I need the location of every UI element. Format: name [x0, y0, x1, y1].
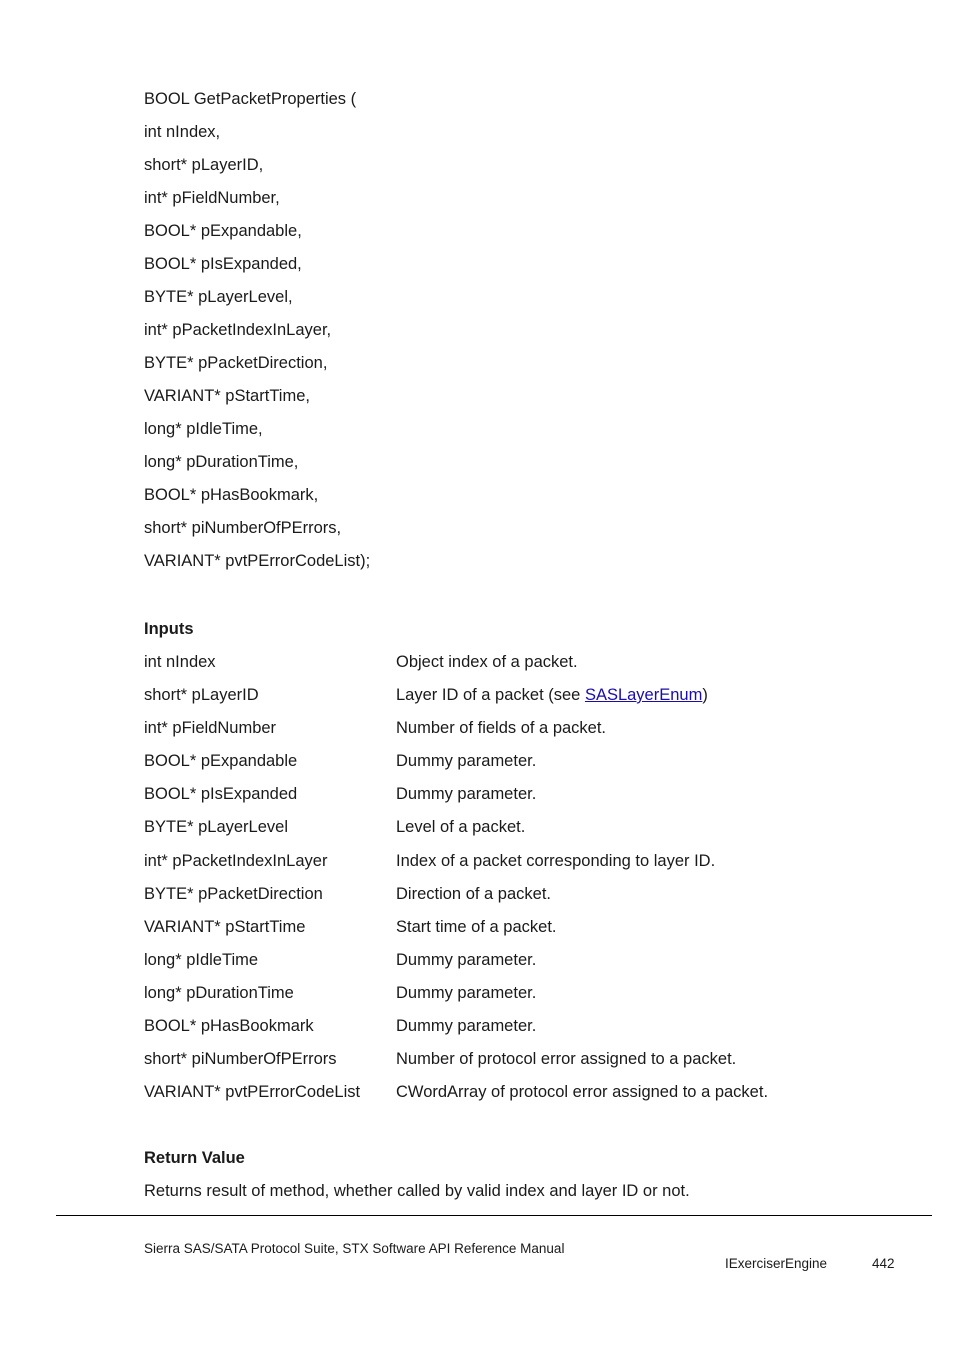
input-row — [144, 879, 768, 912]
method-signature — [144, 84, 370, 579]
return-value-heading: Return Value — [144, 1149, 245, 1167]
parameter-description: Number of fields of a packet. — [396, 719, 607, 738]
signature-line: BYTE* pPacketDirection, — [144, 354, 328, 372]
parameter-name: BYTE* pLayerLevel — [144, 818, 288, 837]
parameter-name: BYTE* pPacketDirection — [144, 884, 323, 903]
parameter-description: Level of a packet. — [396, 818, 526, 837]
signature-line: BOOL* pHasBookmark, — [144, 486, 319, 504]
description-text: Layer ID of a packet (see — [396, 686, 585, 705]
sas-layer-enum-link[interactable]: SASLayerEnum — [584, 686, 703, 705]
signature-line: BYTE* pLayerLevel, — [144, 288, 293, 306]
footer-page-number: 442 — [872, 1256, 895, 1271]
description-text: ) — [702, 686, 708, 705]
parameter-description: Start time of a packet. — [396, 917, 557, 936]
signature-line: long* pDurationTime, — [144, 453, 299, 471]
parameter-description — [396, 680, 708, 713]
parameter-description: Dummy parameter. — [396, 785, 537, 804]
inputs-heading: Inputs — [144, 620, 194, 638]
input-row — [144, 713, 768, 746]
signature-line: int nIndex, — [144, 123, 221, 141]
parameter-description: Index of a packet corresponding to layer ID. — [396, 851, 716, 870]
parameter-name: long* pDurationTime — [144, 983, 294, 1002]
signature-line: short* pLayerID, — [144, 156, 264, 174]
signature-line: BOOL* pExpandable, — [144, 222, 302, 240]
signature-line: BOOL GetPacketProperties ( — [144, 90, 357, 108]
input-row — [144, 945, 768, 978]
parameter-name: short* pLayerID — [144, 686, 259, 705]
input-row — [144, 1077, 768, 1110]
signature-line: int* pFieldNumber, — [144, 189, 280, 207]
inputs-table — [144, 647, 768, 1110]
input-row — [144, 978, 768, 1011]
parameter-name: BOOL* pIsExpanded — [144, 785, 298, 804]
footer-divider — [56, 1215, 932, 1216]
parameter-description: Number of protocol error assigned to a packet. — [396, 1050, 737, 1069]
signature-line: int* pPacketIndexInLayer, — [144, 321, 332, 339]
parameter-name: VARIANT* pvtPErrorCodeList — [144, 1083, 361, 1102]
parameter-description: Dummy parameter. — [396, 950, 537, 969]
footer-section-name: IExerciserEngine — [725, 1256, 828, 1271]
parameter-description: CWordArray of protocol error assigned to a packet. — [396, 1083, 769, 1102]
parameter-description: Object index of a packet. — [396, 653, 578, 671]
signature-line: VARIANT* pStartTime, — [144, 387, 310, 405]
input-row — [144, 912, 768, 945]
input-row — [144, 647, 768, 680]
return-value-text: Returns result of method, whether called by valid index and layer ID or not. — [144, 1182, 690, 1200]
input-row — [144, 746, 768, 779]
input-row — [144, 812, 768, 845]
signature-line: long* pIdleTime, — [144, 420, 263, 438]
parameter-name: long* pIdleTime — [144, 950, 259, 969]
signature-line: VARIANT* pvtPErrorCodeList); — [144, 552, 371, 570]
parameter-name: int* pPacketIndexInLayer — [144, 851, 328, 870]
input-row — [144, 779, 768, 812]
parameter-description: Dummy parameter. — [396, 1017, 537, 1036]
input-row — [144, 1044, 768, 1077]
input-row — [144, 680, 768, 713]
parameter-name: int* pFieldNumber — [144, 719, 277, 738]
input-row — [144, 1011, 768, 1044]
parameter-description: Dummy parameter. — [396, 983, 537, 1002]
parameter-name: int nIndex — [144, 653, 216, 671]
parameter-name: VARIANT* pStartTime — [144, 917, 306, 936]
footer-manual-title: Sierra SAS/SATA Protocol Suite, STX Software API Reference Manual — [144, 1241, 565, 1256]
parameter-description: Dummy parameter. — [396, 752, 537, 771]
parameter-name: BOOL* pExpandable — [144, 752, 298, 771]
signature-line: short* piNumberOfPErrors, — [144, 519, 342, 537]
parameter-name: BOOL* pHasBookmark — [144, 1017, 314, 1036]
signature-line: BOOL* pIsExpanded, — [144, 255, 302, 273]
parameter-description: Direction of a packet. — [396, 884, 551, 903]
parameter-name: short* piNumberOfPErrors — [144, 1050, 337, 1069]
input-row — [144, 846, 768, 879]
